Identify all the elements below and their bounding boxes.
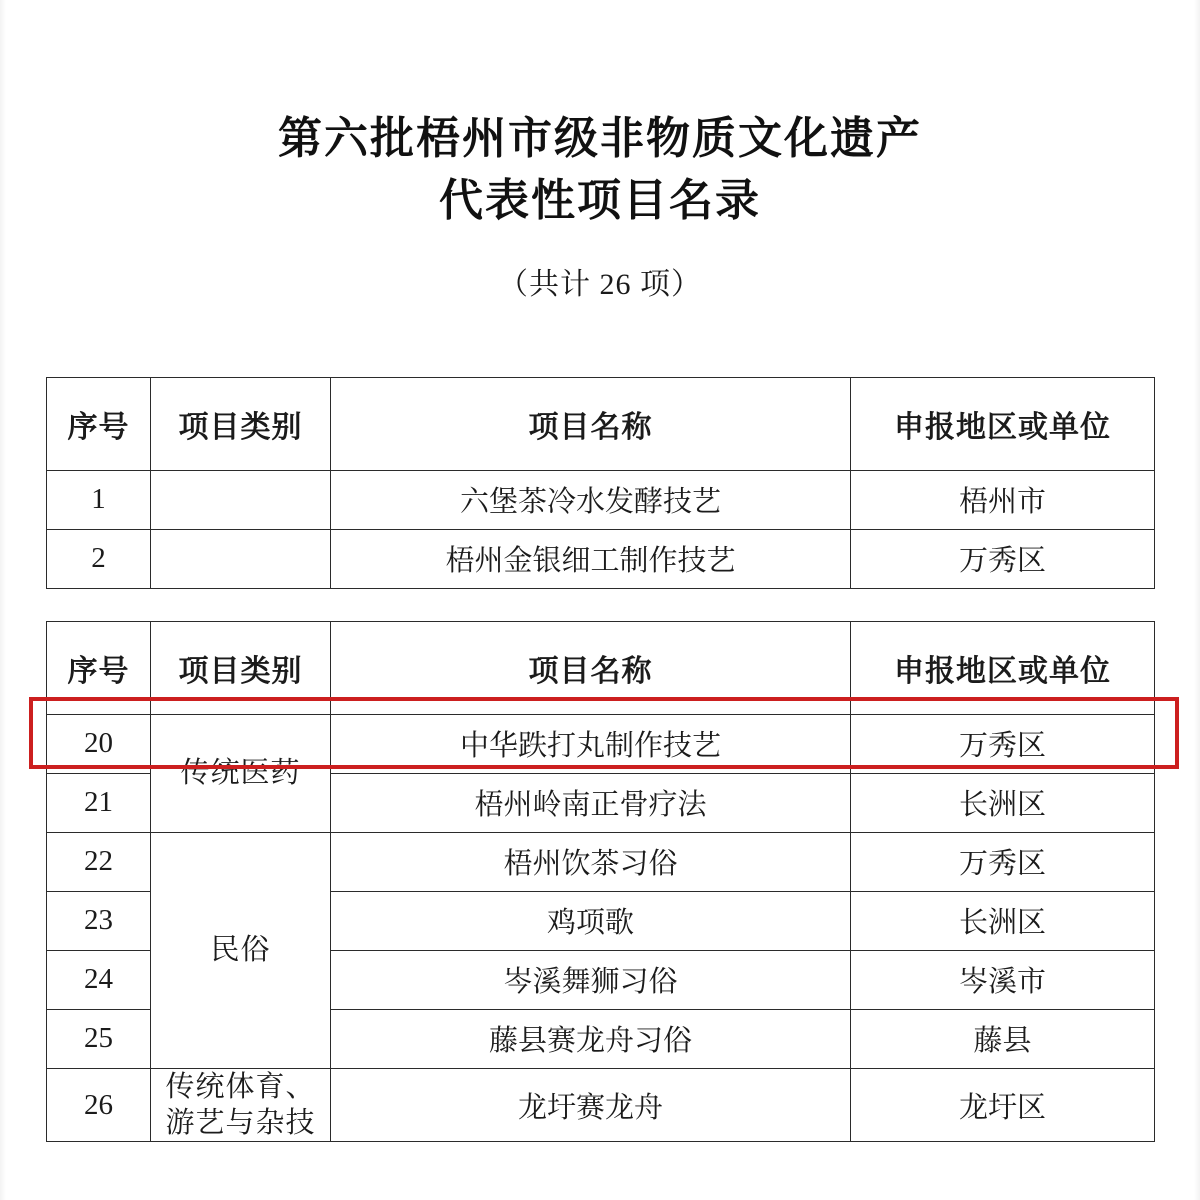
cell-organization: 梧州市 — [851, 470, 1155, 529]
cell-name: 梧州饮茶习俗 — [331, 832, 851, 891]
cell-name: 鸡项歌 — [331, 891, 851, 950]
page-subtitle: （共计 26 项） — [498, 267, 702, 301]
table-one — [46, 377, 1155, 589]
column-header-organization: 申报地区或单位 — [851, 621, 1155, 714]
column-header-name: 项目名称 — [331, 377, 851, 470]
cell-index: 24 — [47, 950, 151, 1009]
cell-name: 龙圩赛龙舟 — [331, 1068, 851, 1142]
cell-name: 梧州岭南正骨疗法 — [331, 773, 851, 832]
cell-organization: 长洲区 — [851, 891, 1155, 950]
table-two-header-row — [47, 621, 1155, 714]
table-row — [47, 470, 1155, 529]
cell-organization: 岑溪市 — [851, 950, 1155, 1009]
cell-index: 25 — [47, 1009, 151, 1068]
cell-organization: 万秀区 — [851, 714, 1155, 773]
cell-category — [151, 529, 331, 588]
cell-index: 26 — [47, 1068, 151, 1142]
cell-category — [151, 470, 331, 529]
table-row — [47, 832, 1155, 891]
page-title-line-2: 代表性项目名录 — [439, 176, 761, 226]
cell-name: 中华跌打丸制作技艺 — [331, 714, 851, 773]
cell-name: 岑溪舞狮习俗 — [331, 950, 851, 1009]
page-title-line-1: 第六批梧州市级非物质文化遗产 — [278, 114, 922, 163]
table-separator — [0, 589, 1200, 621]
table-one-wrapper — [46, 377, 1154, 589]
column-header-index: 序号 — [47, 377, 151, 470]
column-header-index: 序号 — [47, 621, 151, 714]
cell-organization: 藤县 — [851, 1009, 1155, 1068]
scan-edge-right — [1194, 0, 1200, 1200]
scan-edge-left — [0, 0, 6, 1200]
cell-name: 藤县赛龙舟习俗 — [331, 1009, 851, 1068]
cell-organization: 万秀区 — [851, 832, 1155, 891]
column-header-category: 项目类别 — [151, 377, 331, 470]
column-header-name: 项目名称 — [331, 621, 851, 714]
cell-index: 22 — [47, 832, 151, 891]
table-row — [47, 529, 1155, 588]
cell-organization: 龙圩区 — [851, 1068, 1155, 1142]
cell-index: 23 — [47, 891, 151, 950]
cell-category-traditional-medicine: 传统医药 — [151, 714, 331, 832]
cell-index: 2 — [47, 529, 151, 588]
cell-index: 21 — [47, 773, 151, 832]
column-header-category: 项目类别 — [151, 621, 331, 714]
column-header-organization: 申报地区或单位 — [851, 377, 1155, 470]
cell-name: 六堡茶冷水发酵技艺 — [331, 470, 851, 529]
cell-organization: 万秀区 — [851, 529, 1155, 588]
cell-category-folklore: 民俗 — [151, 832, 331, 1068]
table-one-header-row — [47, 377, 1155, 470]
cell-organization: 长洲区 — [851, 773, 1155, 832]
table-row — [47, 714, 1155, 773]
cell-index: 1 — [47, 470, 151, 529]
cell-category-sports-games-acrobatics: 传统体育、游艺与杂技 — [151, 1068, 331, 1142]
table-two — [46, 621, 1155, 1143]
cell-index: 20 — [47, 714, 151, 773]
table-two-wrapper — [46, 621, 1154, 1143]
cell-name: 梧州金银细工制作技艺 — [331, 529, 851, 588]
table-row — [47, 1068, 1155, 1142]
document-header — [0, 0, 1200, 303]
